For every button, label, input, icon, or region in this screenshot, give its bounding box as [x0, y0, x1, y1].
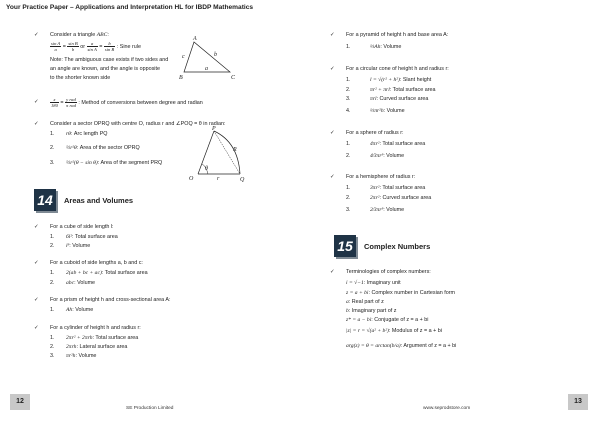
vertex-label-c: C	[231, 75, 236, 81]
point-label-q: Q	[240, 177, 245, 182]
check-icon: ✓	[330, 130, 335, 136]
hemisphere-item: 2⁄3πr³: Volume	[370, 207, 405, 213]
complex-term-argument: arg(z) = θ = arctan(b/a): Argument of z = a + bi	[346, 343, 457, 349]
side-label-a: a	[205, 66, 208, 72]
cuboid-item: abc: Volume	[66, 280, 96, 286]
cube-item: l³: Volume	[66, 243, 91, 249]
sector-item-arc: rθ: Arc length PQ	[66, 131, 108, 137]
sector-diagram	[186, 124, 250, 182]
sine-rule-line: $\frac{\text{sin A}}{a}$ = $\frac{\text{sin B}}{b}$ or $\frac{a}{\text{sin A}}$ = $\frac{b}{\text{sin B}}$ : Sine rule	[51, 41, 142, 52]
section-title: Areas and Volumes	[64, 196, 134, 205]
complex-term-imaginary-unit: i = √−1: Imaginary unit	[346, 280, 401, 286]
item-number: 1.	[346, 44, 351, 50]
fraction: $\frac{a}{\text{sin A}}$	[87, 41, 97, 52]
fraction: $\frac{\text{sin B}}{b}$	[68, 41, 78, 52]
item-number: 1.	[50, 234, 55, 240]
complex-term-imaginary-part: b: Imaginary part of z	[346, 308, 397, 314]
item-number: 2.	[346, 87, 351, 93]
item-number: 1.	[50, 270, 55, 276]
fraction: $\frac{\text{sin A}}{a}$	[51, 41, 61, 52]
item-number: 2.	[50, 145, 55, 151]
item-number: 2.	[346, 195, 351, 201]
item-number: 1.	[346, 185, 351, 191]
fraction: $\frac{b}{\text{sin B}}$	[104, 41, 115, 52]
ambiguous-note-3: to the shorter known side	[50, 75, 111, 81]
check-icon: ✓	[34, 260, 39, 266]
check-icon: ✓	[34, 121, 39, 127]
check-icon: ✓	[330, 269, 335, 275]
check-icon: ✓	[330, 174, 335, 180]
item-number: 3.	[50, 353, 55, 359]
triangle-diagram	[176, 34, 242, 84]
item-number: 3.	[346, 96, 351, 102]
ambiguous-note-2: an angle are known, and the angle is opposite	[50, 66, 160, 72]
cylinder-item: 2πrh: Lateral surface area	[66, 344, 128, 350]
item-number: 2.	[50, 344, 55, 350]
sphere-intro: For a sphere of radius r:	[346, 130, 404, 136]
pyramid-item: ⅓Ah: Volume	[370, 44, 402, 50]
check-icon: ✓	[330, 66, 335, 72]
check-icon: ✓	[34, 224, 39, 230]
check-icon: ✓	[34, 32, 39, 38]
point-label-r: R	[233, 147, 237, 153]
complex-term-modulus: |z| = r = √(a² + b²): Modulus of z = a + bi	[346, 328, 442, 334]
vertex-label-a: A	[193, 36, 197, 42]
cuboid-intro: For a cuboid of side lengths a, b and c:	[50, 260, 143, 266]
footer-publisher: SE Production Limited	[126, 406, 174, 411]
section-title: Complex Numbers	[364, 242, 431, 251]
item-number: 4.	[346, 108, 351, 114]
hemisphere-item: 2πr²: Curved surface area	[370, 195, 432, 201]
point-label-p: P	[212, 126, 216, 132]
conversion-line: $\frac{x}{180}$ = $\frac{\text{y rad}}{\text{π rad}}$ : Method of conversions between degree and radian	[51, 97, 203, 108]
point-label-o: O	[189, 176, 194, 182]
fraction: $\frac{\text{y rad}}{\text{π rad}}$	[66, 97, 76, 108]
page-number-badge: 12	[10, 394, 30, 410]
complex-term-cartesian: z = a + bi: Complex number in Cartesian form	[346, 290, 456, 296]
ambiguous-note-1: Note: The ambiguous case exists if two sides and	[50, 57, 169, 63]
item-number: 2.	[50, 280, 55, 286]
cylinder-item: 2πr² + 2πrh: Total surface area	[66, 335, 139, 341]
complex-term-real-part: a: Real part of z	[346, 299, 384, 305]
page-number-badge: 13	[568, 394, 588, 410]
sphere-item: 4πr²: Total surface area	[370, 141, 426, 147]
complex-term-conjugate: z* = a − bi: Conjugate of z = a + bi	[346, 317, 429, 323]
check-icon: ✓	[330, 32, 335, 38]
prism-intro: For a prism of height h and cross-sectional area A:	[50, 297, 171, 303]
radius-label: r	[217, 176, 220, 182]
cylinder-item: πr²h: Volume	[66, 353, 97, 359]
item-number: 1.	[346, 77, 351, 83]
cone-item: πrl: Curved surface area	[370, 96, 429, 102]
triangle-intro: Consider a triangle ABC:	[50, 32, 109, 38]
check-icon: ✓	[34, 99, 39, 105]
cylinder-intro: For a cylinder of height h and radius r:	[50, 325, 141, 331]
sector-intro: Consider a sector OPRQ with centre O, radius r and ∠POQ = θ in radian:	[50, 121, 226, 127]
section-number-badge: 14	[34, 189, 56, 211]
sector-item-segment: ½r²(θ − sin θ): Area of the segment PRQ	[66, 160, 163, 166]
item-number: 1.	[50, 335, 55, 341]
page-header-title: Your Practice Paper – Applications and Interpretation HL for IBDP Mathematics	[6, 4, 254, 11]
item-number: 1.	[346, 141, 351, 147]
vertex-label-b: B	[179, 75, 183, 81]
item-number: 1.	[50, 131, 55, 137]
item-number: 2.	[50, 243, 55, 249]
side-label-b: b	[214, 52, 217, 58]
angle-label: θ	[205, 166, 208, 172]
check-icon: ✓	[34, 297, 39, 303]
sector-item-area: ½r²θ: Area of the sector OPRQ	[66, 145, 140, 151]
sphere-item: 4⁄3πr³: Volume	[370, 153, 405, 159]
check-icon: ✓	[34, 325, 39, 331]
pyramid-intro: For a pyramid of height h and base area A:	[346, 32, 449, 38]
fraction: $\frac{x}{180}$	[51, 97, 58, 108]
item-number: 3.	[346, 207, 351, 213]
cone-item: l = √(r² + h²): Slant height	[370, 77, 432, 83]
side-label-c: c	[182, 54, 185, 60]
cone-item: πr² + πrl: Total surface area	[370, 87, 436, 93]
cuboid-item: 2(ab + bc + ac): Total surface area	[66, 270, 148, 276]
hemisphere-item: 3πr²: Total surface area	[370, 185, 426, 191]
hemisphere-intro: For a hemisphere of radius r:	[346, 174, 416, 180]
cube-intro: For a cube of side length l:	[50, 224, 114, 230]
item-number: 3.	[50, 160, 55, 166]
prism-item: Ah: Volume	[66, 307, 94, 313]
cube-item: 6l²: Total surface area	[66, 234, 118, 240]
item-number: 1.	[50, 307, 55, 313]
footer-website: www.seprodstore.com	[423, 406, 471, 411]
cone-item: ⅓πr²h: Volume	[370, 108, 405, 114]
section-number-badge: 15	[334, 235, 356, 257]
cone-intro: For a circular cone of height h and radius r:	[346, 66, 449, 72]
item-number: 2.	[346, 153, 351, 159]
complex-intro: Terminologies of complex numbers:	[346, 269, 431, 275]
